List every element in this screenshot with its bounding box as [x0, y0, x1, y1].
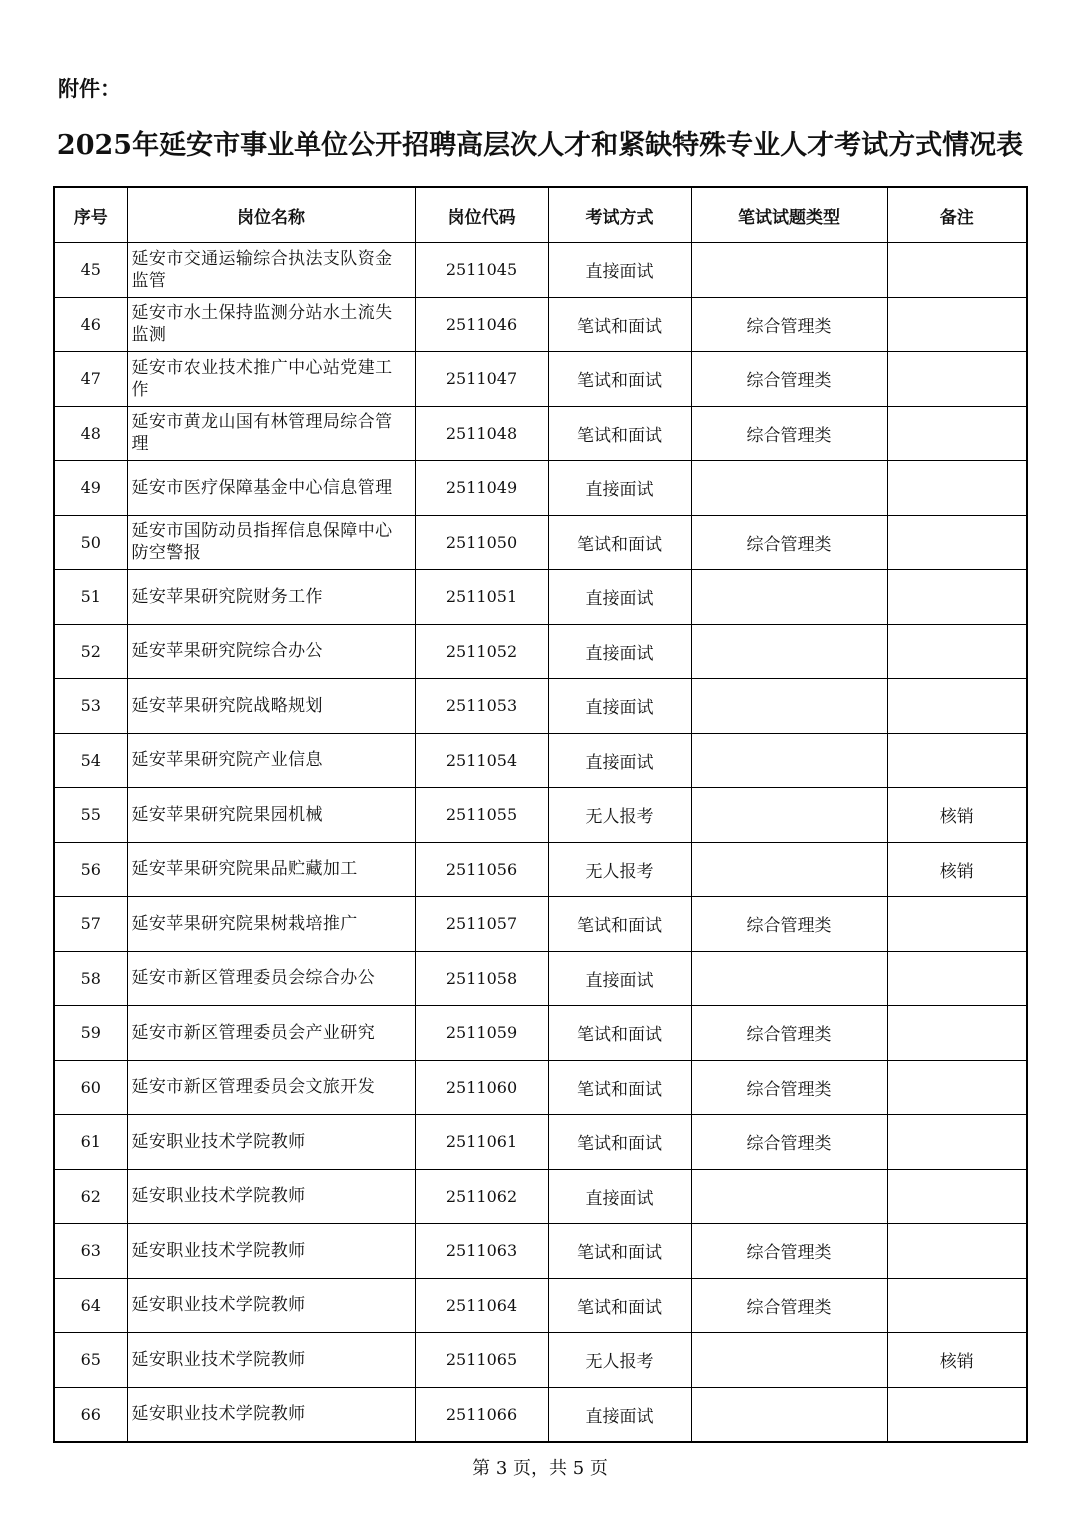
cell-number: 51 [54, 570, 127, 625]
cell-exam-method: 笔试和面试 [548, 1278, 691, 1333]
cell-position-name: 延安市黄龙山国有林管理局综合管理 [127, 406, 415, 461]
cell-exam-method: 无人报考 [548, 842, 691, 897]
cell-written-exam-type: 综合管理类 [691, 1115, 887, 1170]
cell-remark [887, 1060, 1027, 1115]
cell-remark [887, 461, 1027, 516]
cell-position-code: 2511064 [415, 1278, 548, 1333]
cell-position-code: 2511052 [415, 624, 548, 679]
cell-position-code: 2511059 [415, 1006, 548, 1061]
cell-remark [887, 679, 1027, 734]
column-header-position-name: 岗位名称 [127, 187, 415, 243]
table-body [54, 243, 1027, 1443]
cell-position-name: 延安职业技术学院教师 [127, 1224, 415, 1279]
cell-exam-method: 笔试和面试 [548, 515, 691, 570]
cell-position-name: 延安苹果研究院果树栽培推广 [127, 897, 415, 952]
cell-exam-method: 笔试和面试 [548, 352, 691, 407]
cell-exam-method: 直接面试 [548, 679, 691, 734]
cell-written-exam-type: 综合管理类 [691, 1006, 887, 1061]
cell-remark: 核销 [887, 788, 1027, 843]
cell-number: 49 [54, 461, 127, 516]
cell-position-name: 延安苹果研究院战略规划 [127, 679, 415, 734]
cell-number: 56 [54, 842, 127, 897]
cell-position-name: 延安市水土保持监测分站水土流失监测 [127, 297, 415, 352]
cell-exam-method: 笔试和面试 [548, 1006, 691, 1061]
cell-position-name: 延安职业技术学院教师 [127, 1115, 415, 1170]
cell-position-name: 延安市新区管理委员会产业研究 [127, 1006, 415, 1061]
cell-position-code: 2511063 [415, 1224, 548, 1279]
cell-number: 48 [54, 406, 127, 461]
column-header-position-code: 岗位代码 [415, 187, 548, 243]
table-row [54, 788, 1027, 843]
table-row [54, 243, 1027, 298]
cell-written-exam-type [691, 788, 887, 843]
cell-exam-method: 笔试和面试 [548, 406, 691, 461]
cell-number: 65 [54, 1333, 127, 1388]
cell-exam-method: 直接面试 [548, 570, 691, 625]
cell-written-exam-type: 综合管理类 [691, 515, 887, 570]
cell-exam-method: 笔试和面试 [548, 1060, 691, 1115]
cell-position-name: 延安苹果研究院综合办公 [127, 624, 415, 679]
cell-position-name: 延安职业技术学院教师 [127, 1169, 415, 1224]
cell-written-exam-type: 综合管理类 [691, 1278, 887, 1333]
cell-remark [887, 1006, 1027, 1061]
cell-position-code: 2511048 [415, 406, 548, 461]
cell-position-code: 2511045 [415, 243, 548, 298]
cell-exam-method: 无人报考 [548, 1333, 691, 1388]
cell-remark [887, 1387, 1027, 1442]
cell-number: 66 [54, 1387, 127, 1442]
cell-position-code: 2511060 [415, 1060, 548, 1115]
cell-number: 53 [54, 679, 127, 734]
attachment-label: 附件： [58, 77, 121, 101]
cell-number: 47 [54, 352, 127, 407]
cell-number: 62 [54, 1169, 127, 1224]
cell-remark [887, 897, 1027, 952]
cell-position-code: 2511053 [415, 679, 548, 734]
cell-written-exam-type [691, 733, 887, 788]
cell-written-exam-type [691, 461, 887, 516]
table-row [54, 297, 1027, 352]
table-row [54, 624, 1027, 679]
cell-number: 63 [54, 1224, 127, 1279]
cell-number: 61 [54, 1115, 127, 1170]
cell-written-exam-type: 综合管理类 [691, 1060, 887, 1115]
cell-position-name: 延安苹果研究院财务工作 [127, 570, 415, 625]
cell-number: 59 [54, 1006, 127, 1061]
cell-written-exam-type [691, 1333, 887, 1388]
table-row [54, 1387, 1027, 1442]
cell-number: 57 [54, 897, 127, 952]
cell-exam-method: 笔试和面试 [548, 897, 691, 952]
cell-written-exam-type [691, 624, 887, 679]
cell-exam-method: 直接面试 [548, 951, 691, 1006]
cell-position-name: 延安苹果研究院产业信息 [127, 733, 415, 788]
cell-exam-method: 直接面试 [548, 243, 691, 298]
cell-position-name: 延安市农业技术推广中心站党建工作 [127, 352, 415, 407]
cell-written-exam-type: 综合管理类 [691, 1224, 887, 1279]
table-row [54, 406, 1027, 461]
table-row [54, 1060, 1027, 1115]
cell-remark [887, 352, 1027, 407]
cell-remark: 核销 [887, 842, 1027, 897]
cell-number: 60 [54, 1060, 127, 1115]
cell-position-code: 2511065 [415, 1333, 548, 1388]
cell-position-name: 延安市新区管理委员会综合办公 [127, 951, 415, 1006]
cell-remark [887, 733, 1027, 788]
cell-position-code: 2511061 [415, 1115, 548, 1170]
cell-written-exam-type [691, 570, 887, 625]
exam-method-table [53, 186, 1028, 1443]
cell-position-code: 2511062 [415, 1169, 548, 1224]
table-row [54, 679, 1027, 734]
cell-number: 64 [54, 1278, 127, 1333]
cell-position-code: 2511050 [415, 515, 548, 570]
cell-remark [887, 1169, 1027, 1224]
cell-position-name: 延安职业技术学院教师 [127, 1278, 415, 1333]
cell-exam-method: 直接面试 [548, 1387, 691, 1442]
cell-position-name: 延安市交通运输综合执法支队资金监管 [127, 243, 415, 298]
cell-written-exam-type [691, 951, 887, 1006]
cell-position-code: 2511066 [415, 1387, 548, 1442]
column-header-number: 序号 [54, 187, 127, 243]
cell-exam-method: 直接面试 [548, 733, 691, 788]
cell-written-exam-type [691, 1387, 887, 1442]
cell-remark [887, 951, 1027, 1006]
cell-remark [887, 570, 1027, 625]
cell-written-exam-type [691, 1169, 887, 1224]
cell-exam-method: 直接面试 [548, 461, 691, 516]
cell-position-code: 2511055 [415, 788, 548, 843]
cell-position-name: 延安市新区管理委员会文旅开发 [127, 1060, 415, 1115]
cell-number: 52 [54, 624, 127, 679]
cell-remark [887, 1224, 1027, 1279]
table-row [54, 515, 1027, 570]
cell-number: 45 [54, 243, 127, 298]
table-row [54, 570, 1027, 625]
table-row [54, 1278, 1027, 1333]
cell-remark [887, 243, 1027, 298]
cell-number: 46 [54, 297, 127, 352]
cell-remark [887, 297, 1027, 352]
cell-position-name: 延安苹果研究院果品贮藏加工 [127, 842, 415, 897]
column-header-remark: 备注 [887, 187, 1027, 243]
table-row [54, 352, 1027, 407]
cell-position-name: 延安职业技术学院教师 [127, 1387, 415, 1442]
table-row [54, 461, 1027, 516]
cell-written-exam-type: 综合管理类 [691, 406, 887, 461]
column-header-exam-method: 考试方式 [548, 187, 691, 243]
cell-exam-method: 笔试和面试 [548, 297, 691, 352]
cell-position-name: 延安苹果研究院果园机械 [127, 788, 415, 843]
cell-remark [887, 406, 1027, 461]
cell-remark [887, 515, 1027, 570]
cell-exam-method: 直接面试 [548, 1169, 691, 1224]
cell-remark [887, 1278, 1027, 1333]
cell-remark: 核销 [887, 1333, 1027, 1388]
table-row [54, 1224, 1027, 1279]
table-row [54, 1115, 1027, 1170]
cell-position-code: 2511051 [415, 570, 548, 625]
cell-written-exam-type: 综合管理类 [691, 297, 887, 352]
table-row [54, 1333, 1027, 1388]
cell-written-exam-type [691, 679, 887, 734]
cell-remark [887, 624, 1027, 679]
cell-number: 50 [54, 515, 127, 570]
cell-position-name: 延安市医疗保障基金中心信息管理 [127, 461, 415, 516]
cell-number: 54 [54, 733, 127, 788]
table-row [54, 1169, 1027, 1224]
page-number-footer: 第 3 页，共 5 页 [472, 1458, 608, 1479]
cell-written-exam-type: 综合管理类 [691, 352, 887, 407]
cell-written-exam-type [691, 842, 887, 897]
cell-remark [887, 1115, 1027, 1170]
cell-position-code: 2511057 [415, 897, 548, 952]
cell-position-code: 2511049 [415, 461, 548, 516]
cell-number: 55 [54, 788, 127, 843]
cell-exam-method: 直接面试 [548, 624, 691, 679]
cell-position-name: 延安市国防动员指挥信息保障中心防空警报 [127, 515, 415, 570]
cell-position-code: 2511047 [415, 352, 548, 407]
table-row [54, 842, 1027, 897]
cell-position-name: 延安职业技术学院教师 [127, 1333, 415, 1388]
cell-position-code: 2511058 [415, 951, 548, 1006]
cell-position-code: 2511054 [415, 733, 548, 788]
cell-exam-method: 笔试和面试 [548, 1224, 691, 1279]
table-row [54, 733, 1027, 788]
table-row [54, 897, 1027, 952]
cell-exam-method: 笔试和面试 [548, 1115, 691, 1170]
table-header-row [54, 187, 1027, 243]
cell-number: 58 [54, 951, 127, 1006]
cell-written-exam-type: 综合管理类 [691, 897, 887, 952]
table-row [54, 1006, 1027, 1061]
cell-position-code: 2511056 [415, 842, 548, 897]
column-header-written-exam-type: 笔试试题类型 [691, 187, 887, 243]
cell-exam-method: 无人报考 [548, 788, 691, 843]
cell-written-exam-type [691, 243, 887, 298]
table-row [54, 951, 1027, 1006]
page-title: 2025年延安市事业单位公开招聘高层次人才和紧缺特殊专业人才考试方式情况表 [56, 130, 1024, 161]
cell-position-code: 2511046 [415, 297, 548, 352]
